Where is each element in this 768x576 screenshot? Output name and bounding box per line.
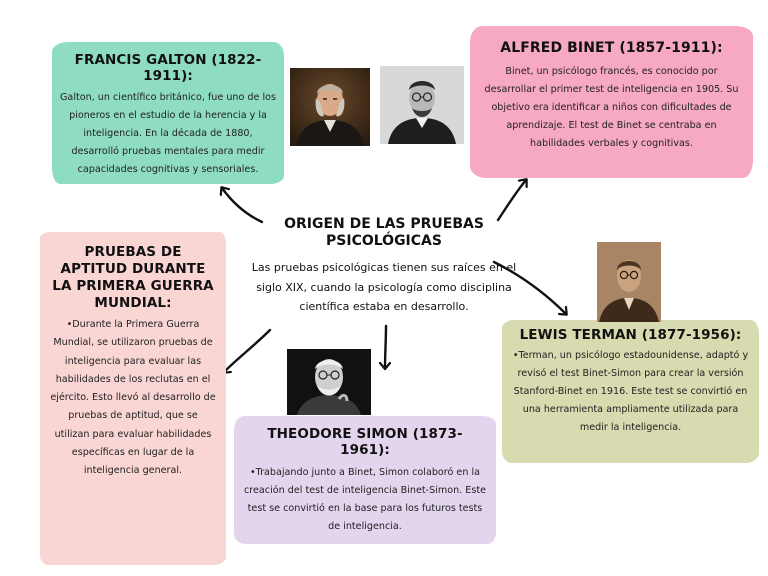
binet-title: ALFRED BINET (1857-1911): <box>500 40 723 56</box>
binet-card <box>470 26 753 178</box>
center-title: ORIGEN DE LAS PRUEBAS PSICOLÓGICAS <box>284 216 484 249</box>
arrow-to-binet <box>498 180 526 220</box>
galton-portrait <box>290 68 370 146</box>
aptitud-title: PRUEBAS DE APTITUD DURANTE LA PRIMERA GUERRA MUNDIAL: <box>52 244 214 311</box>
simon-text: •Trabajando junto a Binet, Simon colaboró en la creación del test de inteligencia Binet-Simon. Este test se convirtió en la base para los futuros tests de inteligencia. <box>244 467 486 532</box>
terman-card <box>502 320 759 463</box>
center-description: Las pruebas psicológicas tienen sus raíces en el siglo XIX, cuando la psicología como disciplina científica estaba en desarrollo. <box>251 261 517 313</box>
binet-portrait <box>380 66 464 144</box>
binet-text: Binet, un psicólogo francés, es conocido por desarrollar el primer test de inteligencia en 1905. Su objetivo era identificar a niños con dificultades de aprendizaje. El test de Binet se centraba en habilidades verbales y cognitivas. <box>484 66 739 149</box>
galton-text: Galton, un científico británico, fue uno de los pioneros en el estudio de la herencia y la inteligencia. En la década de 1880, desarrolló pruebas mentales para medir capacidades cognitivas y sensoriales. <box>60 92 276 175</box>
arrow-to-simon <box>385 326 386 368</box>
terman-portrait <box>597 242 661 322</box>
terman-text: •Terman, un psicólogo estadounidense, adaptó y revisó el test Binet-Simon para crear la versión Stanford-Binet en 1916. Este test se convirtió en una herramienta ampliamente utilizada para medir la inteligencia. <box>512 350 749 433</box>
aptitud-text: •Durante la Primera Guerra Mundial, se utilizaron pruebas de inteligencia para evaluar las habilidades de los reclutas en el ejército. Esto llevó al desarrollo de pruebas de aptitud, que se utilizan para evaluar habilidades específicas en lugar de la inteligencia general. <box>50 319 216 477</box>
galton-title: FRANCIS GALTON (1822-1911): <box>74 52 262 84</box>
simon-title: THEODORE SIMON (1873-1961): <box>267 426 463 458</box>
terman-title: LEWIS TERMAN (1877-1956): <box>519 327 742 343</box>
arrow-to-galton <box>222 188 262 222</box>
arrow-to-aptitud <box>224 330 270 372</box>
galton-card <box>52 42 284 184</box>
simon-card <box>234 416 496 544</box>
aptitud-card <box>40 232 226 565</box>
simon-portrait <box>287 349 371 415</box>
